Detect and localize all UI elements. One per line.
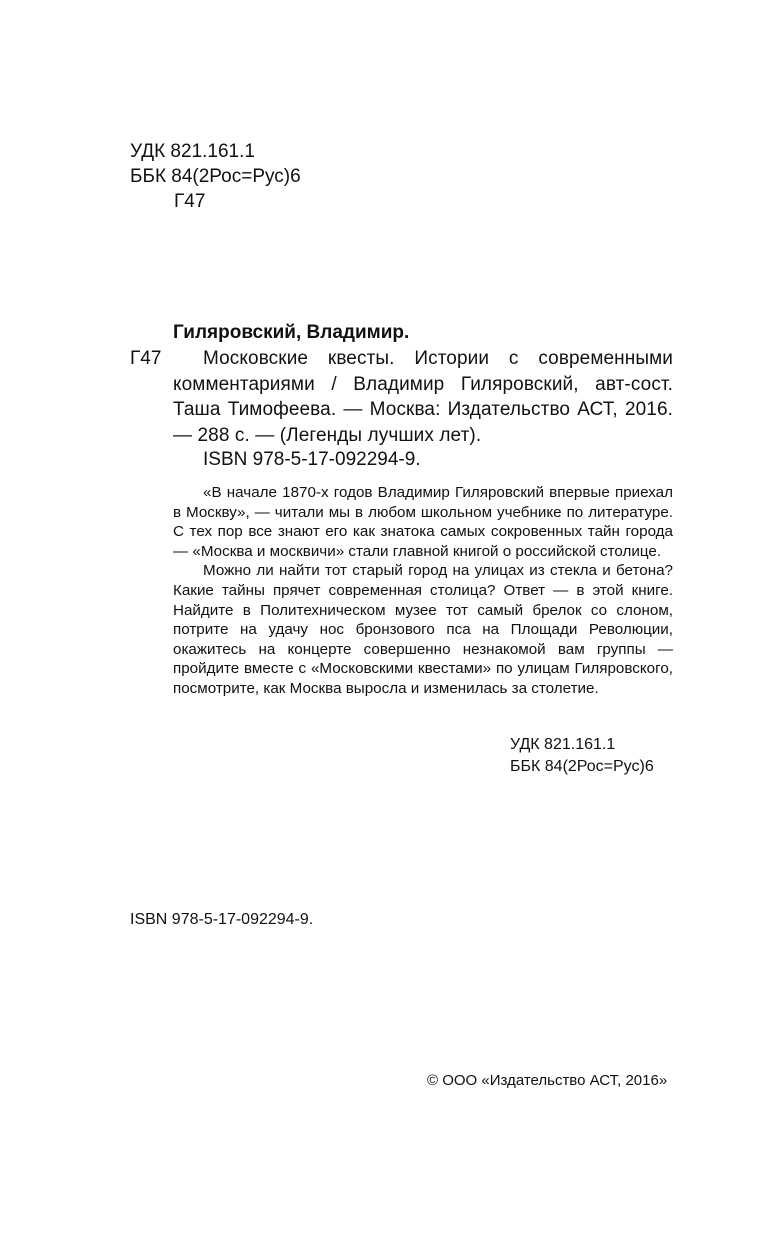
classification-block-right [510,734,654,778]
author-mark: Г47 [174,191,206,212]
bbk-code: ББК 84(2Рос=Рус)6 [130,166,301,187]
annotation [173,483,673,699]
entry-author-mark: Г47 [130,348,162,369]
udk-code: УДК 821.161.1 [130,141,255,162]
copyright-notice: © ООО «Издательство АСТ, 2016» [427,1072,668,1089]
bbk-code-right: ББК 84(2Рос=Рус)6 [510,758,654,775]
classification-block-top [130,139,301,214]
annotation-paragraph: «В начале 1870-х годов Владимир Гиляровский впервые приехал в Москву», — читали мы в любом школьном учебнике по литературе. С тех пор все знают его как знатока самых сокровенных тайн города — «Москва и москвичи» стали главной книгой о российской столице. [173,484,673,560]
entry-isbn: ISBN 978-5-17-092294-9. [203,449,421,470]
udk-code-right: УДК 821.161.1 [510,736,616,753]
isbn-bottom: ISBN 978-5-17-092294-9. [130,911,314,928]
annotation-paragraph: Можно ли найти тот старый город на улицах из стекла и бетона? Какие тайны прячет современная столица? Ответ — в этой книге. Найдите в Политехническом музее тот самый брелок со слоном, потрите на удачу нос бронзового пса на Площади Революции, окажитесь на концерте совершенно незнакомой вам группы — пройдите вместе с «Московскими квестами» по улицам Гиляровского, посмотрите, как Москва выросла и изменилась за столетие. [173,562,673,697]
entry-heading: Гиляровский, Владимир. [173,322,410,343]
bibliographic-description: Московские квесты. Истории с современными комментариями / Владимир Гиляровский, авт-сост. Таша Тимофеева. — Москва: Издательство АСТ, 2016. — 288 с. — (Легенды лучших лет). [173,348,673,446]
